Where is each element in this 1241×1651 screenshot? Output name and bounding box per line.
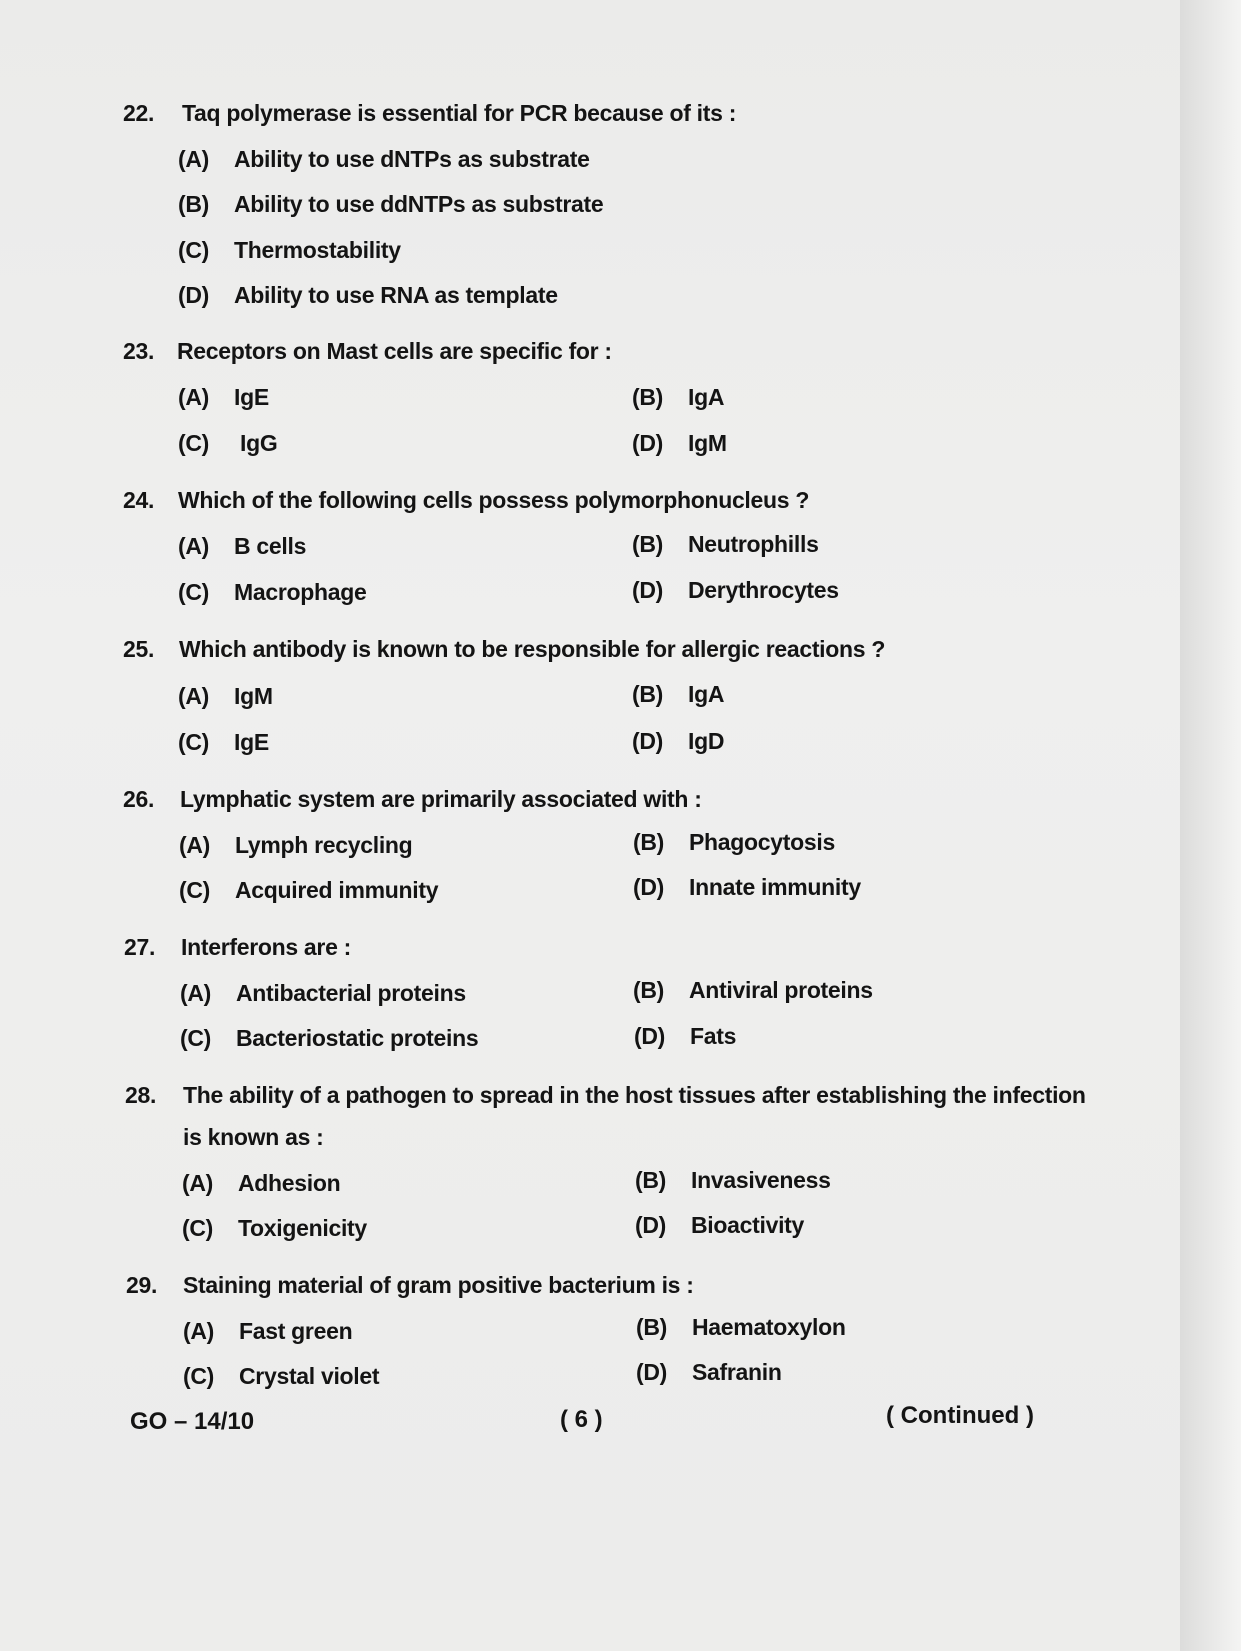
option-label: (A) [180, 980, 212, 1006]
question-number: 29. [126, 1272, 158, 1298]
continued-note: ( Continued ) [886, 1402, 1034, 1429]
option-text: B cells [234, 533, 307, 559]
option-c [178, 237, 401, 264]
option-b [633, 977, 873, 1004]
option-text: IgE [234, 729, 269, 755]
page-number: ( 6 ) [560, 1406, 603, 1433]
option-d [635, 1212, 804, 1239]
question-number: 23. [123, 338, 155, 364]
option-text: Antiviral proteins [689, 977, 873, 1003]
option-label: (D) [634, 1023, 666, 1049]
option-c [179, 877, 438, 904]
question-text: Which antibody is known to be responsible for allergic reactions ? [179, 636, 886, 662]
question-text: Lymphatic system are primarily associated with : [180, 786, 702, 812]
option-b [178, 191, 603, 218]
question-number: 25. [123, 636, 155, 662]
option-d [633, 874, 861, 901]
question-number: 22. [123, 100, 155, 126]
option-d [632, 577, 839, 604]
option-text: Macrophage [234, 579, 367, 605]
option-text: IgA [688, 681, 725, 707]
option-d [632, 728, 724, 755]
option-d [634, 1023, 736, 1050]
option-b [632, 384, 724, 411]
option-label: (D) [635, 1212, 667, 1238]
option-c [182, 1215, 367, 1242]
option-d [178, 282, 558, 309]
option-a [180, 980, 466, 1007]
option-label: (B) [633, 829, 665, 855]
option-a [183, 1318, 352, 1345]
option-text: IgM [234, 683, 273, 709]
question-text: Which of the following cells possess polymorphonucleus ? [178, 487, 810, 513]
question-number: 28. [125, 1082, 157, 1108]
option-text: Toxigenicity [238, 1215, 367, 1241]
option-label: (C) [183, 1363, 215, 1389]
option-text: Ability to use RNA as template [234, 282, 558, 308]
question-text-continued: is known as : [183, 1124, 324, 1150]
option-b [632, 681, 724, 708]
question-text: Taq polymerase is essential for PCR because of its : [182, 100, 737, 126]
option-label: (C) [178, 729, 210, 755]
question-number: 27. [124, 934, 156, 960]
paper-code: GO – 14/10 [130, 1408, 255, 1435]
option-label: (B) [632, 681, 664, 707]
option-label: (B) [635, 1167, 667, 1193]
option-text: IgG [240, 430, 278, 456]
option-text: Invasiveness [691, 1167, 831, 1193]
option-label: (D) [178, 282, 210, 308]
option-label: (D) [632, 430, 664, 456]
option-text: Phagocytosis [689, 829, 835, 855]
option-c [178, 579, 366, 606]
option-d [636, 1359, 782, 1386]
option-b [633, 829, 835, 856]
option-text: Safranin [692, 1359, 782, 1385]
option-a [178, 146, 590, 173]
option-label: (C) [178, 430, 210, 456]
option-text: IgM [688, 430, 727, 456]
question-number: 26. [123, 786, 155, 812]
option-label: (C) [182, 1215, 214, 1241]
option-a [179, 832, 412, 859]
option-label: (D) [636, 1359, 668, 1385]
option-b [632, 531, 819, 558]
question-number: 24. [123, 487, 155, 513]
option-text: IgA [688, 384, 725, 410]
option-label: (C) [178, 237, 210, 263]
option-a [178, 533, 306, 560]
question-text: Staining material of gram positive bacterium is : [183, 1272, 694, 1298]
option-text: Ability to use dNTPs as substrate [234, 146, 590, 172]
option-text: Derythrocytes [688, 577, 839, 603]
option-text: Crystal violet [239, 1363, 380, 1389]
option-text: Neutrophills [688, 531, 819, 557]
option-label: (D) [632, 577, 664, 603]
option-c [180, 1025, 478, 1052]
page-edge [1180, 0, 1241, 1651]
option-text: Thermostability [234, 237, 401, 263]
option-label: (B) [178, 191, 210, 217]
question-text: Interferons are : [181, 934, 352, 960]
option-c [183, 1363, 379, 1390]
option-label: (A) [178, 533, 210, 559]
option-label: (A) [178, 384, 210, 410]
option-text: Bioactivity [691, 1212, 805, 1238]
option-b [636, 1314, 846, 1341]
option-text: Adhesion [238, 1170, 341, 1196]
option-label: (B) [632, 384, 664, 410]
option-text: Innate immunity [689, 874, 861, 900]
option-text: IgD [688, 728, 725, 754]
option-text: Ability to use ddNTPs as substrate [234, 191, 604, 217]
option-c [178, 729, 269, 756]
option-c [178, 430, 277, 457]
option-label: (B) [636, 1314, 668, 1340]
option-a [178, 683, 273, 710]
option-label: (B) [633, 977, 665, 1003]
option-d [632, 430, 727, 457]
option-label: (A) [182, 1170, 214, 1196]
option-label: (B) [632, 531, 664, 557]
option-label: (A) [178, 683, 210, 709]
option-text: IgE [234, 384, 269, 410]
option-label: (D) [633, 874, 665, 900]
option-b [635, 1167, 831, 1194]
option-label: (A) [179, 832, 211, 858]
option-text: Bacteriostatic proteins [236, 1025, 479, 1051]
option-label: (A) [183, 1318, 215, 1344]
option-text: Fast green [239, 1318, 353, 1344]
option-a [178, 384, 269, 411]
question-text: Receptors on Mast cells are specific for : [177, 338, 612, 364]
option-label: (D) [632, 728, 664, 754]
option-text: Haematoxylon [692, 1314, 846, 1340]
option-label: (C) [180, 1025, 212, 1051]
question-text: The ability of a pathogen to spread in the host tissues after establishing the infection [183, 1082, 1086, 1108]
option-label: (C) [178, 579, 210, 605]
option-text: Antibacterial proteins [236, 980, 466, 1006]
option-a [182, 1170, 340, 1197]
option-text: Fats [690, 1023, 737, 1049]
option-text: Acquired immunity [235, 877, 439, 903]
option-text: Lymph recycling [235, 832, 413, 858]
option-label: (A) [178, 146, 210, 172]
option-label: (C) [179, 877, 211, 903]
